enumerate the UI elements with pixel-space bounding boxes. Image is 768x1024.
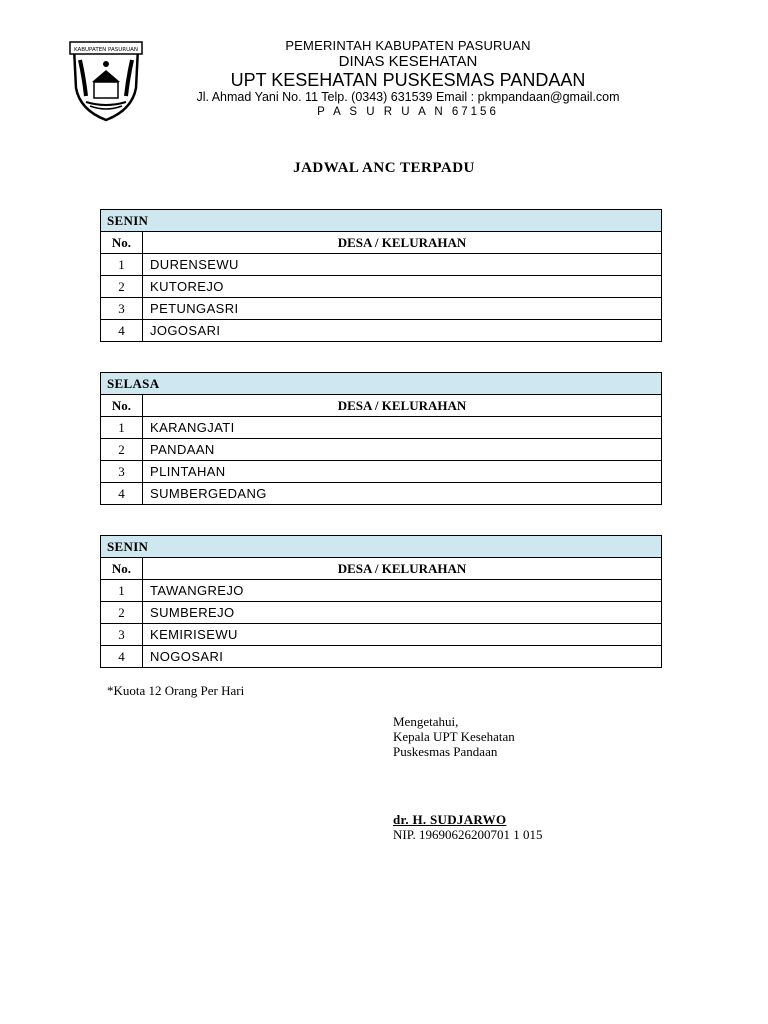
table-row [101, 624, 662, 646]
schedule-table [100, 209, 662, 342]
row-number: 2 [101, 439, 143, 461]
letterhead-government: PEMERINTAH KABUPATEN PASURUAN [285, 38, 531, 53]
table-row [101, 461, 662, 483]
desa-name: PANDAAN [143, 439, 662, 461]
row-number: 1 [101, 580, 143, 602]
row-number: 2 [101, 276, 143, 298]
column-header-desa: DESA / KELURAHAN [143, 558, 662, 580]
desa-name: JOGOSARI [143, 320, 662, 342]
letterhead-city: P A S U R U A N 67156 [317, 106, 499, 118]
desa-name: DURENSEWU [143, 254, 662, 276]
table-row [101, 602, 662, 624]
signature-position: Kepala UPT Kesehatan [393, 729, 515, 744]
table-row [101, 320, 662, 342]
schedule-table [100, 535, 662, 668]
column-header-desa: DESA / KELURAHAN [143, 232, 662, 254]
row-number: 2 [101, 602, 143, 624]
table-row [101, 417, 662, 439]
column-header-no: No. [101, 232, 143, 254]
row-number: 3 [101, 461, 143, 483]
table-row [101, 254, 662, 276]
desa-name: NOGOSARI [143, 646, 662, 668]
table-row [101, 276, 662, 298]
table-row [101, 298, 662, 320]
desa-name: KUTOREJO [143, 276, 662, 298]
desa-name: SUMBEREJO [143, 602, 662, 624]
row-number: 3 [101, 298, 143, 320]
row-number: 4 [101, 483, 143, 505]
letterhead-department: DINAS KESEHATAN [338, 53, 478, 70]
desa-name: KARANGJATI [143, 417, 662, 439]
schedule-table [100, 372, 662, 505]
quota-note: *Kuota 12 Orang Per Hari [107, 683, 245, 698]
desa-name: TAWANGREJO [143, 580, 662, 602]
column-header-no: No. [101, 558, 143, 580]
desa-name: PLINTAHAN [143, 461, 662, 483]
table-row [101, 646, 662, 668]
kabupaten-pasuruan-logo [66, 38, 146, 122]
logo-banner-text: KABUPATEN PASURUAN [73, 47, 139, 53]
signature-institution: Puskesmas Pandaan [393, 744, 498, 759]
document-title: JADWAL ANC TERPADU [293, 160, 475, 176]
row-number: 1 [101, 254, 143, 276]
row-number: 1 [101, 417, 143, 439]
column-header-desa: DESA / KELURAHAN [143, 395, 662, 417]
desa-name: SUMBERGEDANG [143, 483, 662, 505]
row-number: 3 [101, 624, 143, 646]
desa-name: KEMIRISEWU [143, 624, 662, 646]
desa-name: PETUNGASRI [143, 298, 662, 320]
signatory-name: dr. H. SUDJARWO [393, 812, 507, 827]
day-header: SENIN [101, 536, 662, 558]
signature-acknowledged: Mengetahui, [393, 714, 459, 729]
day-header: SENIN [101, 210, 662, 232]
row-number: 4 [101, 646, 143, 668]
signature-block [393, 714, 543, 842]
row-number: 4 [101, 320, 143, 342]
table-row [101, 483, 662, 505]
letterhead [160, 38, 656, 120]
letterhead-institution: UPT KESEHATAN PUSKESMAS PANDAAN [230, 70, 586, 90]
signatory-nip: NIP. 19690626200701 1 015 [393, 827, 543, 842]
table-row [101, 580, 662, 602]
letterhead-address: Jl. Ahmad Yani No. 11 Telp. (0343) 631539 Email : pkmpandaan@gmail.com [196, 90, 620, 104]
table-row [101, 439, 662, 461]
day-header: SELASA [101, 373, 662, 395]
column-header-no: No. [101, 395, 143, 417]
